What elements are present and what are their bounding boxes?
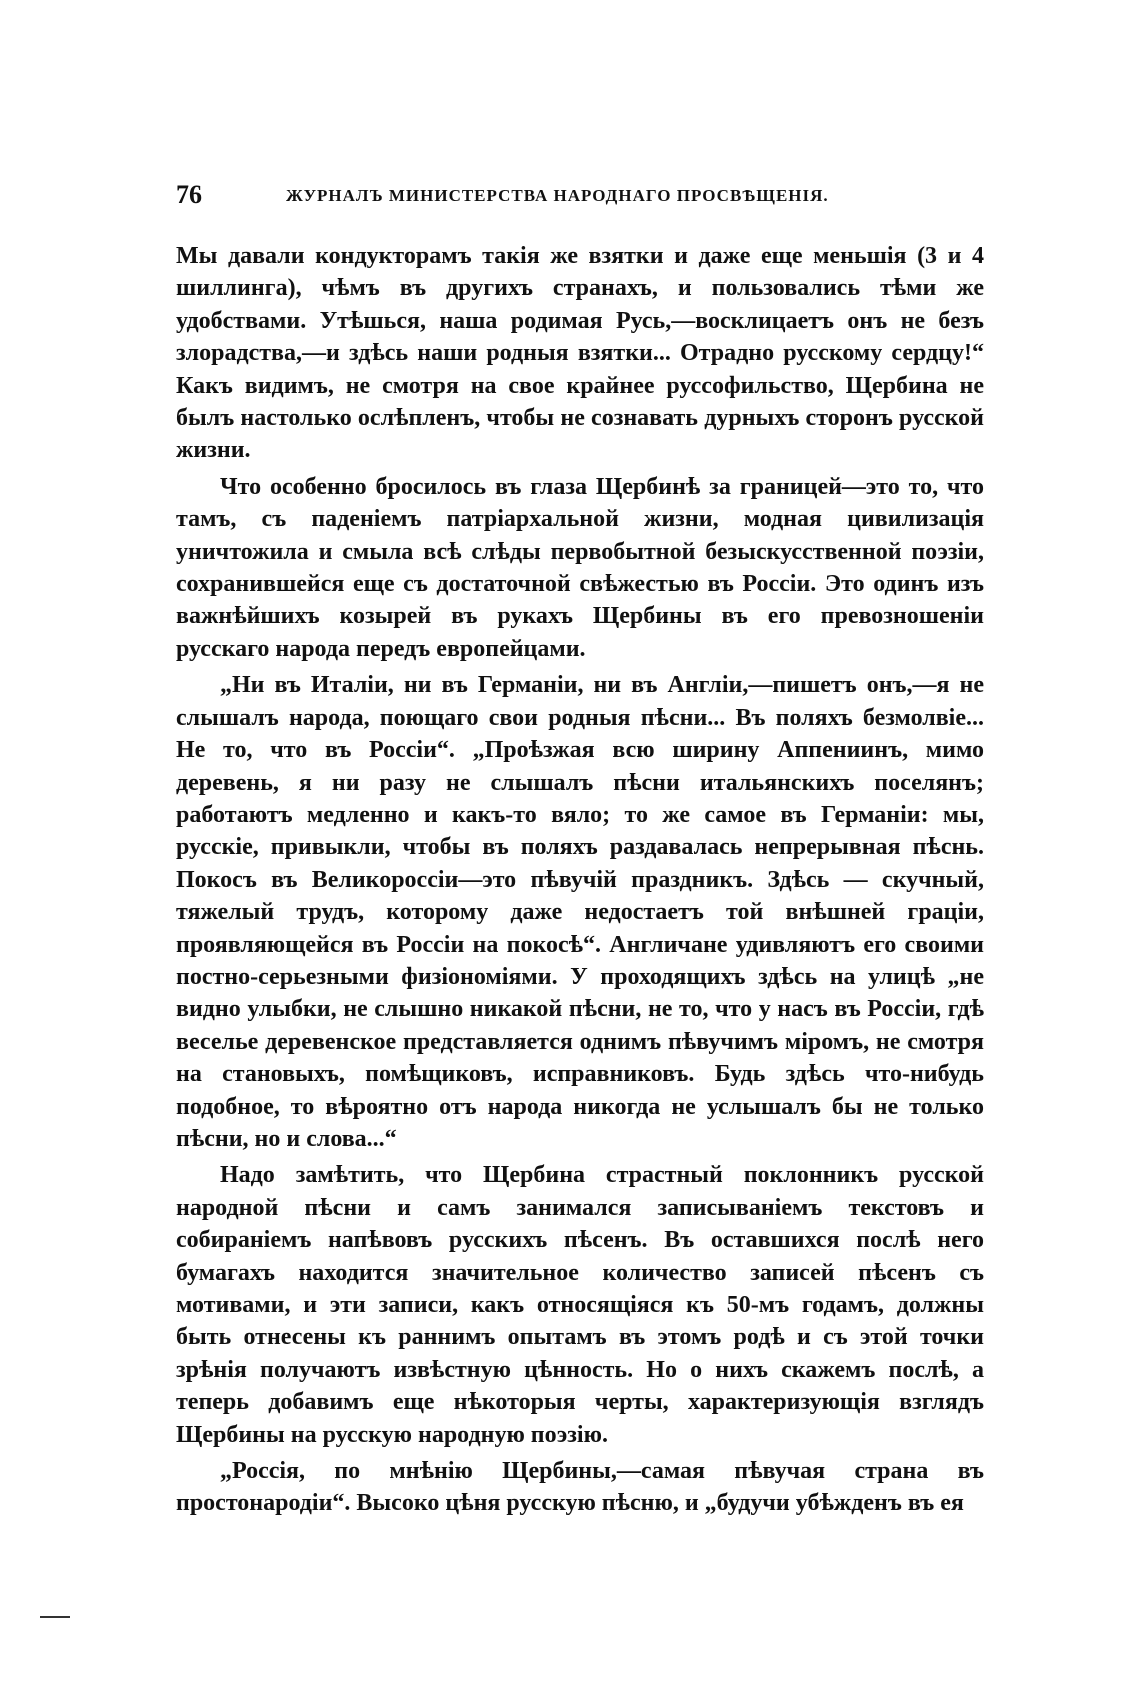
paragraph: Надо замѣтить, что Щербина страстный поклонникъ русской народной пѣсни и самъ занимался записываніемъ текстовъ и собираніемъ напѣвовъ русскихъ пѣсенъ. Въ оставшихся послѣ него бумагахъ находится значительное количество записей пѣсенъ съ мотивами, и эти записи, какъ относящіяся къ 50-мъ годамъ, должны быть отнесены къ раннимъ опытамъ въ этомъ родѣ и съ этой точки зрѣнія получаютъ извѣстную цѣнность. Но о нихъ скажемъ послѣ, а теперь добавимъ еще нѣкоторыя черты, характеризующія взглядъ Щербины на русскую народную поэзію. [176, 1162, 984, 1448]
page-number: 76 [176, 180, 202, 209]
paragraph-continuation: Мы давали кондукторамъ такія же взятки и даже еще меньшія (3 и 4 шиллинга), чѣмъ въ другихъ странахъ, и пользовались тѣми же удобствами. Утѣшься, наша родимая Русь,—восклицаетъ онъ не безъ злорадства,—и здѣсь наши родныя взятки... Отрадно русскому сердцу!“ Какъ видимъ, не смотря на свое крайнее руссофильство, Щербина не былъ настолько ослѣпленъ, чтобы не сознавать дурныхъ сторонъ русской жизни. [176, 243, 984, 464]
journal-title: ЖУРНАЛЪ МИНИСТЕРСТВА НАРОДНАГО ПРОСВѢЩЕНІЯ. [286, 186, 829, 205]
paragraph: „Ни въ Италіи, ни въ Германіи, ни въ Англіи,—пишетъ онъ,—я не слышалъ народа, поющаго свои родныя пѣсни... Въ поляхъ безмолвіе... Не то, что въ Россіи“. „Проѣзжая всю ширину Аппениинъ, мимо деревень, я ни разу не слышалъ пѣсни итальянскихъ поселянъ; работаютъ медленно и какъ-то вяло; то же самое въ Германіи: мы, русскіе, привыкли, чтобы въ поляхъ раздавалась непрерывная пѣснь. Покосъ въ Великороссіи—это пѣвучій праздникъ. Здѣсь — скучный, тяжелый трудъ, которому даже недостаетъ той внѣшней граціи, проявляющейся въ Россіи на покосѣ“. Англичане удивляютъ его своими постно-серьезными физіономіями. У проходящихъ здѣсь на улицѣ „не видно улыбки, не слышно никакой пѣсни, не то, что у насъ въ Россіи, гдѣ веселье деревенское представляется однимъ пѣвучимъ міромъ, не смотря на становыхъ, помѣщиковъ, исправниковъ. Будь здѣсь что-нибудь подобное, то вѣроятно отъ народа никогда не услышалъ бы не только пѣсни, но и слова...“ [176, 672, 984, 1152]
body-text [176, 240, 984, 1520]
running-head [176, 180, 984, 220]
document-page [176, 180, 984, 1524]
margin-mark [40, 1616, 70, 1618]
paragraph: Что особенно бросилось въ глаза Щербинѣ за границей—это то, что тамъ, съ паденіемъ патріархальной жизни, модная цивилизація уничтожила и смыла всѣ слѣды первобытной безыскусственной поэзіи, сохранившейся еще съ достаточной свѣжестью въ Россіи. Это одинъ изъ важнѣйшихъ козырей въ рукахъ Щербины въ его превозношеніи русскаго народа передъ европейцами. [176, 473, 984, 662]
paragraph: „Россія, по мнѣнію Щербины,—самая пѣвучая страна въ простонародіи“. Высоко цѣня русскую пѣсню, и „будучи убѣжденъ въ ея [176, 1458, 984, 1517]
